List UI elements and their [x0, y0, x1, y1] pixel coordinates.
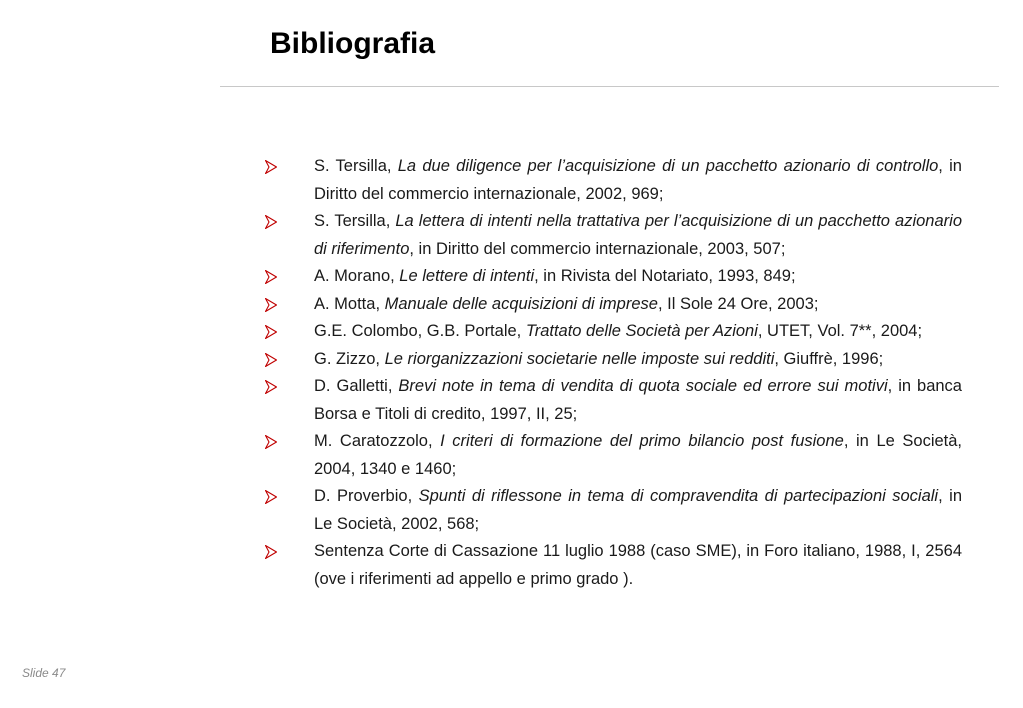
bibliography-item — [262, 346, 962, 374]
slide-title: Bibliografia — [270, 27, 436, 60]
reference-author: A. Motta, — [314, 294, 385, 313]
arrowhead-bullet-icon — [265, 380, 277, 394]
reference-source: , in Diritto del commercio internazionale, 2003, 507; — [409, 239, 786, 258]
arrowhead-bullet-icon — [265, 298, 277, 312]
bibliography-item — [262, 373, 962, 428]
title-divider — [220, 86, 999, 87]
bibliography-item — [262, 263, 962, 291]
arrowhead-bullet-icon — [265, 160, 277, 174]
reference-source: , in Rivista del Notariato, 1993, 849; — [534, 267, 796, 285]
reference-author: D. Galletti, — [314, 377, 399, 395]
bibliography-item — [262, 208, 962, 263]
bibliography-item — [262, 153, 962, 208]
arrowhead-bullet-icon — [265, 435, 277, 449]
bibliography-item — [262, 538, 962, 593]
reference-work-title: La due diligence per l’acquisizione di un pacchetto azionario di controllo — [397, 157, 939, 175]
reference-author: A. Morano, — [314, 267, 400, 285]
reference-author: S. Tersilla, — [314, 157, 398, 175]
arrowhead-bullet-icon — [265, 545, 277, 559]
reference-text: Sentenza Corte di Cassazione 11 luglio 1988 (caso SME), in Foro italiano, 1988, I, 2564 (ove i riferimenti ad appello e primo grado ). — [314, 542, 962, 588]
reference-author: D. Proverbio, — [314, 487, 419, 505]
slide-number: Slide 47 — [22, 666, 66, 680]
reference-source: , Il Sole 24 Ore, 2003; — [657, 294, 819, 313]
reference-source: , in Diritto del commercio internazionale, 2002, 969; — [314, 157, 962, 203]
reference-source: , UTET, Vol. 7**, 2004; — [757, 322, 923, 340]
arrowhead-bullet-icon — [265, 270, 277, 284]
arrowhead-bullet-icon — [265, 215, 277, 229]
reference-author: G. Zizzo, — [314, 349, 385, 368]
reference-work-title: Manuale delle acquisizioni di imprese — [384, 294, 658, 313]
reference-work-title: Le lettere di intenti — [399, 267, 535, 285]
reference-work-title: I criteri di formazione del primo bilancio post fusione — [440, 432, 844, 450]
bibliography-item — [262, 291, 962, 319]
arrowhead-bullet-icon — [265, 325, 277, 339]
reference-author: S. Tersilla, — [314, 212, 396, 230]
reference-source: , in banca Borsa e Titoli di credito, 1997, II, 25; — [314, 377, 962, 423]
arrowhead-bullet-icon — [265, 490, 277, 504]
bibliography-list — [262, 153, 962, 593]
reference-source: , in Le Società, 2002, 568; — [314, 487, 962, 533]
reference-author: G.E. Colombo, G.B. Portale, — [314, 322, 526, 340]
bibliography-item — [262, 428, 962, 483]
reference-work-title: Spunti di riflessone in tema di compravendita di partecipazioni sociali — [418, 487, 939, 505]
reference-work-title: La lettera di intenti nella trattativa per l’acquisizione di un pacchetto azionario di riferimento — [314, 212, 962, 258]
bibliography-item — [262, 483, 962, 538]
reference-source: , in Le Società, 2004, 1340 e 1460; — [314, 432, 963, 478]
reference-work-title: Trattato delle Società per Azioni — [525, 322, 758, 340]
reference-source: , Giuffrè, 1996; — [774, 349, 884, 368]
reference-author: M. Caratozzolo, — [314, 432, 441, 450]
bibliography-item — [262, 318, 962, 346]
reference-work-title: Brevi note in tema di vendita di quota sociale ed errore sui motivi — [398, 377, 888, 395]
reference-work-title: Le riorganizzazioni societarie nelle imposte sui redditi — [384, 349, 775, 368]
arrowhead-bullet-icon — [265, 353, 277, 367]
